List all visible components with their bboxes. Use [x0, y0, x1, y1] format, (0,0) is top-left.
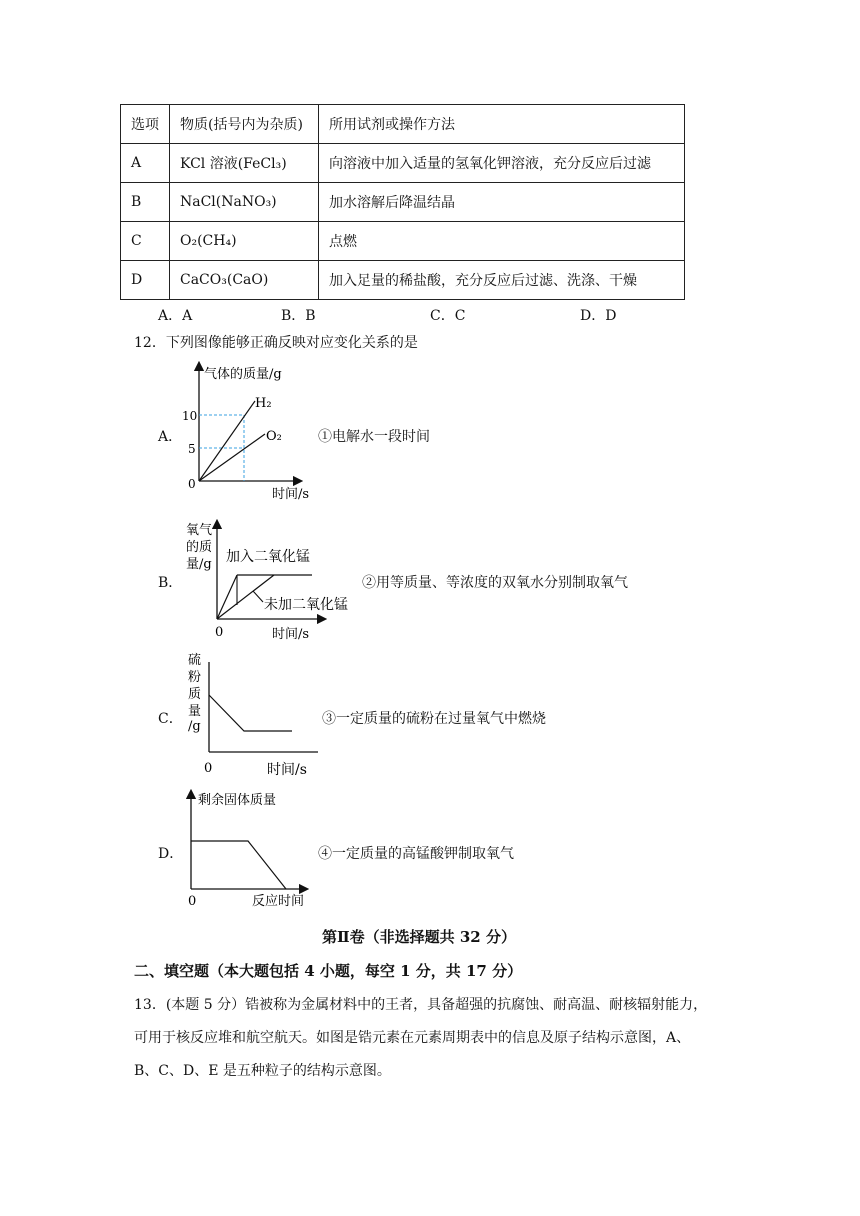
section-title: 第Ⅱ卷（非选择题共 32 分） — [322, 928, 516, 946]
table-cell: A — [121, 144, 170, 183]
table-row — [121, 144, 685, 183]
option-b-desc: ②用等质量、等浓度的双氧水分别制取氧气 — [362, 575, 628, 591]
origin-label: 0 — [215, 625, 224, 640]
graph-c — [182, 650, 322, 780]
series-label-no-catalyst: 未加二氧化锰 — [264, 597, 348, 613]
q13-text-line: B、C、D、E 是五种粒子的结构示意图。 — [134, 1063, 391, 1079]
series-label-h2: H₂ — [255, 396, 272, 411]
x-axis-label: 时间/s — [272, 627, 310, 642]
q12-stem: 12．下列图像能够正确反映对应变化关系的是 — [134, 335, 418, 351]
series-label-catalyst: 加入二氧化锰 — [226, 549, 310, 565]
choice-a[interactable]: A．A — [158, 308, 193, 324]
option-d-desc: ④一定质量的高锰酸钾制取氧气 — [318, 846, 514, 862]
origin-label: 0 — [188, 894, 197, 909]
choice-d[interactable]: D．D — [580, 308, 617, 324]
y-axis-label: 气体的质量/g — [204, 367, 282, 382]
y-axis-label-line: 氧气 — [186, 523, 213, 538]
x-axis-label: 时间/s — [272, 487, 310, 502]
y-axis-label-line: 硫 — [188, 653, 202, 668]
table-header-row — [121, 105, 685, 144]
solid-mass-curve — [191, 841, 286, 889]
table-cell: C — [121, 222, 170, 261]
series-label-o2: O₂ — [266, 429, 282, 444]
table-cell: D — [121, 261, 170, 300]
q13-text-line: 13．(本题 5 分）锆被称为金属材料中的王者，具备超强的抗腐蚀、耐高温、耐核辐射能力， — [134, 997, 708, 1013]
table-cell: 加水溶解后降温结晶 — [319, 183, 685, 222]
q13-text-line: 可用于核反应堆和航空航天。如图是锆元素在元素周期表中的信息及原子结构示意图，A、 — [134, 1030, 691, 1046]
table-row — [121, 222, 685, 261]
choice-c[interactable]: C．C — [430, 308, 466, 324]
y-axis-label-line: /g — [188, 719, 201, 734]
pointer-line — [253, 591, 263, 602]
table-header: 物质(括号内为杂质) — [170, 105, 319, 144]
h2-line — [199, 401, 255, 481]
o2-line — [199, 434, 265, 481]
table-row — [121, 183, 685, 222]
table-header: 选项 — [121, 105, 170, 144]
option-c-desc: ③一定质量的硫粉在过量氧气中燃烧 — [322, 711, 546, 727]
graph-d — [182, 788, 317, 908]
table-cell: 加入足量的稀盐酸，充分反应后过滤、洗涤、干燥 — [319, 261, 685, 300]
option-a-label[interactable]: A． — [158, 429, 183, 445]
table-cell: CaCO₃(CaO) — [170, 261, 319, 300]
table-row — [121, 261, 685, 300]
graph-b — [180, 518, 348, 646]
options-table — [120, 104, 685, 300]
table-cell: 点燃 — [319, 222, 685, 261]
tick-label: 10 — [182, 409, 198, 423]
option-b-label[interactable]: B． — [158, 575, 183, 591]
y-axis-label-line: 的质 — [186, 540, 213, 555]
part-title: 二、填空题（本大题包括 4 小题，每空 1 分，共 17 分） — [134, 962, 523, 980]
table-cell: NaCl(NaNO₃) — [170, 183, 319, 222]
option-d-label[interactable]: D． — [158, 846, 184, 862]
choice-b[interactable]: B．B — [281, 308, 316, 324]
sulfur-curve — [209, 695, 292, 731]
x-axis-label: 时间/s — [267, 762, 307, 778]
catalyst-curve — [217, 575, 237, 619]
y-axis-label-line: 量 — [188, 704, 202, 719]
table-header: 所用试剂或操作方法 — [319, 105, 685, 144]
y-axis-label-line: 量/g — [186, 557, 212, 572]
graph-a — [176, 360, 310, 502]
origin-label: 0 — [188, 477, 196, 491]
option-a-desc: ①电解水一段时间 — [318, 429, 430, 445]
table-cell: O₂(CH₄) — [170, 222, 319, 261]
option-c-label[interactable]: C． — [158, 711, 183, 727]
table-cell: KCl 溶液(FeCl₃) — [170, 144, 319, 183]
tick-label: 5 — [188, 442, 196, 456]
table-cell: B — [121, 183, 170, 222]
y-axis-label-line: 质 — [188, 687, 202, 702]
table-cell: 向溶液中加入适量的氢氧化钾溶液，充分反应后过滤 — [319, 144, 685, 183]
x-axis-label: 反应时间 — [252, 894, 305, 909]
y-axis-label: 剩余固体质量 — [198, 793, 277, 808]
y-axis-label-line: 粉 — [188, 670, 202, 685]
origin-label: 0 — [204, 761, 213, 776]
